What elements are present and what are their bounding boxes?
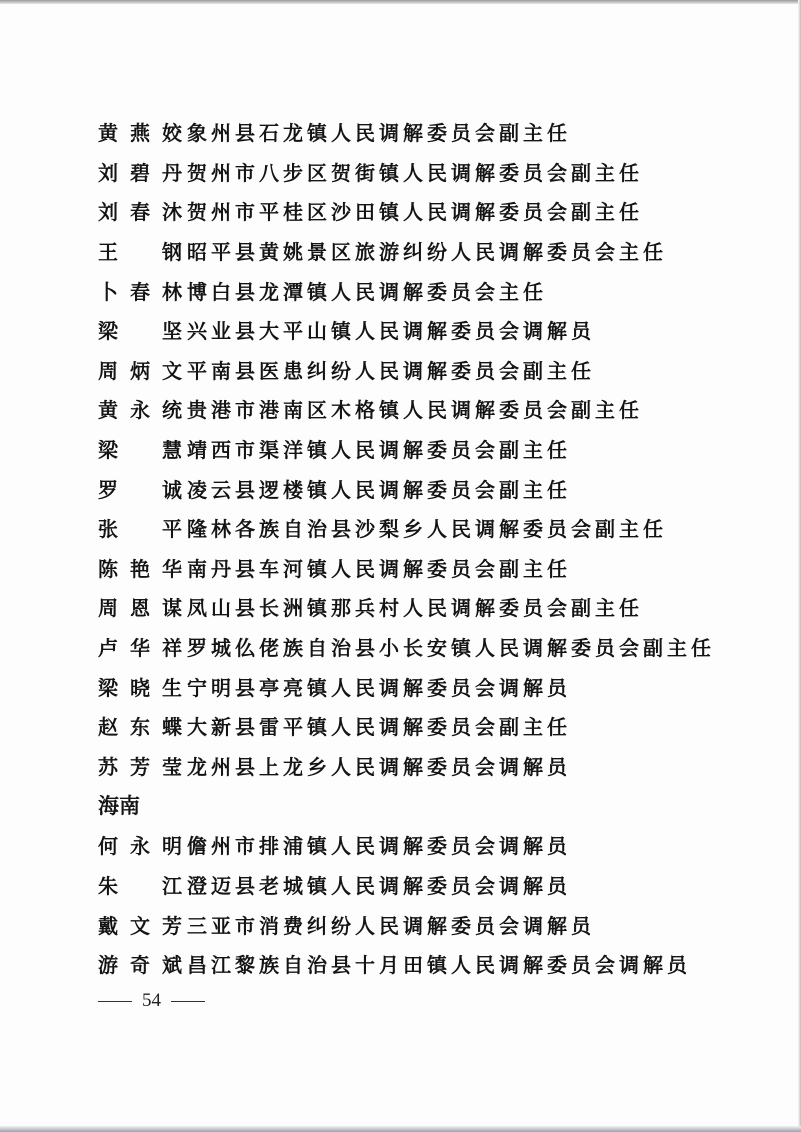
list-item	[98, 112, 778, 152]
person-name: 王钢	[98, 240, 184, 265]
scan-edge-bottom	[0, 1126, 801, 1132]
person-title: 平南县医患纠纷人民调解委员会副主任	[187, 358, 595, 383]
person-name: 周炳文	[98, 358, 184, 383]
person-name: 张平	[98, 517, 184, 542]
list-item	[98, 152, 778, 192]
person-name: 赵东蝶	[98, 715, 184, 740]
list-item	[98, 429, 778, 469]
person-name: 梁坚	[98, 319, 184, 344]
list-item	[98, 944, 778, 984]
list-item	[98, 389, 778, 429]
person-title: 贺州市平桂区沙田镇人民调解委员会副主任	[187, 200, 643, 225]
person-name: 周恩谋	[98, 596, 184, 621]
person-title: 三亚市消费纠纷人民调解委员会调解员	[187, 913, 595, 938]
list-item	[98, 865, 778, 905]
person-name: 黄燕姣	[98, 121, 184, 146]
person-title: 凤山县长洲镇那兵村人民调解委员会副主任	[187, 596, 643, 621]
list-item	[98, 548, 778, 588]
person-title: 龙州县上龙乡人民调解委员会调解员	[187, 754, 571, 779]
person-title: 隆林各族自治县沙梨乡人民调解委员会副主任	[187, 517, 667, 542]
list-item	[98, 468, 778, 508]
person-name: 卜春林	[98, 279, 184, 304]
list-item	[98, 587, 778, 627]
person-name: 游奇斌	[98, 953, 184, 978]
person-name: 苏芳莹	[98, 754, 184, 779]
person-title: 贵港市港南区木格镇人民调解委员会副主任	[187, 398, 643, 423]
list-item	[98, 904, 778, 944]
person-name: 朱江	[98, 873, 184, 898]
person-name: 戴文芳	[98, 913, 184, 938]
list-item	[98, 350, 778, 390]
person-title: 澄迈县老城镇人民调解委员会调解员	[187, 873, 571, 898]
person-name: 梁晓生	[98, 675, 184, 700]
list-item	[98, 270, 778, 310]
footer-dash-left	[98, 1001, 132, 1002]
person-title: 昭平县黄姚景区旅游纠纷人民调解委员会主任	[187, 240, 667, 265]
person-name: 刘春沐	[98, 200, 184, 225]
page-footer	[98, 990, 205, 1012]
person-name: 罗诚	[98, 477, 184, 502]
list-item	[98, 746, 778, 786]
list-item	[98, 508, 778, 548]
list-item	[98, 627, 778, 667]
list-item	[98, 231, 778, 271]
person-name: 刘碧丹	[98, 160, 184, 185]
page-number: 54	[142, 990, 161, 1011]
person-title: 昌江黎族自治县十月田镇人民调解委员会调解员	[187, 953, 691, 978]
footer-dash-right	[171, 1001, 205, 1002]
person-title: 罗城仫佬族自治县小长安镇人民调解委员会副主任	[187, 636, 715, 661]
person-title: 大新县雷平镇人民调解委员会副主任	[187, 715, 571, 740]
person-title: 儋州市排浦镇人民调解委员会调解员	[187, 834, 571, 859]
scan-edge-top	[0, 0, 801, 4]
person-title: 宁明县亭亮镇人民调解委员会调解员	[187, 675, 571, 700]
list-item	[98, 706, 778, 746]
person-title: 象州县石龙镇人民调解委员会副主任	[187, 121, 571, 146]
list-item	[98, 666, 778, 706]
entry-group-guangxi	[98, 112, 778, 785]
person-name: 陈艳华	[98, 556, 184, 581]
section-heading: 海南	[98, 794, 140, 819]
list-item	[98, 191, 778, 231]
person-name: 梁慧	[98, 438, 184, 463]
entry-group-hainan	[98, 825, 778, 983]
person-title: 兴业县大平山镇人民调解委员会调解员	[187, 319, 595, 344]
list-item	[98, 825, 778, 865]
person-name: 卢华祥	[98, 636, 184, 661]
person-title: 凌云县逻楼镇人民调解委员会副主任	[187, 477, 571, 502]
person-title: 博白县龙潭镇人民调解委员会主任	[187, 279, 547, 304]
person-title: 贺州市八步区贺街镇人民调解委员会副主任	[187, 160, 643, 185]
person-title: 南丹县车河镇人民调解委员会副主任	[187, 556, 571, 581]
entry-list	[98, 112, 778, 983]
person-name: 黄永统	[98, 398, 184, 423]
person-title: 靖西市渠洋镇人民调解委员会副主任	[187, 438, 571, 463]
person-name: 何永明	[98, 834, 184, 859]
list-item	[98, 310, 778, 350]
